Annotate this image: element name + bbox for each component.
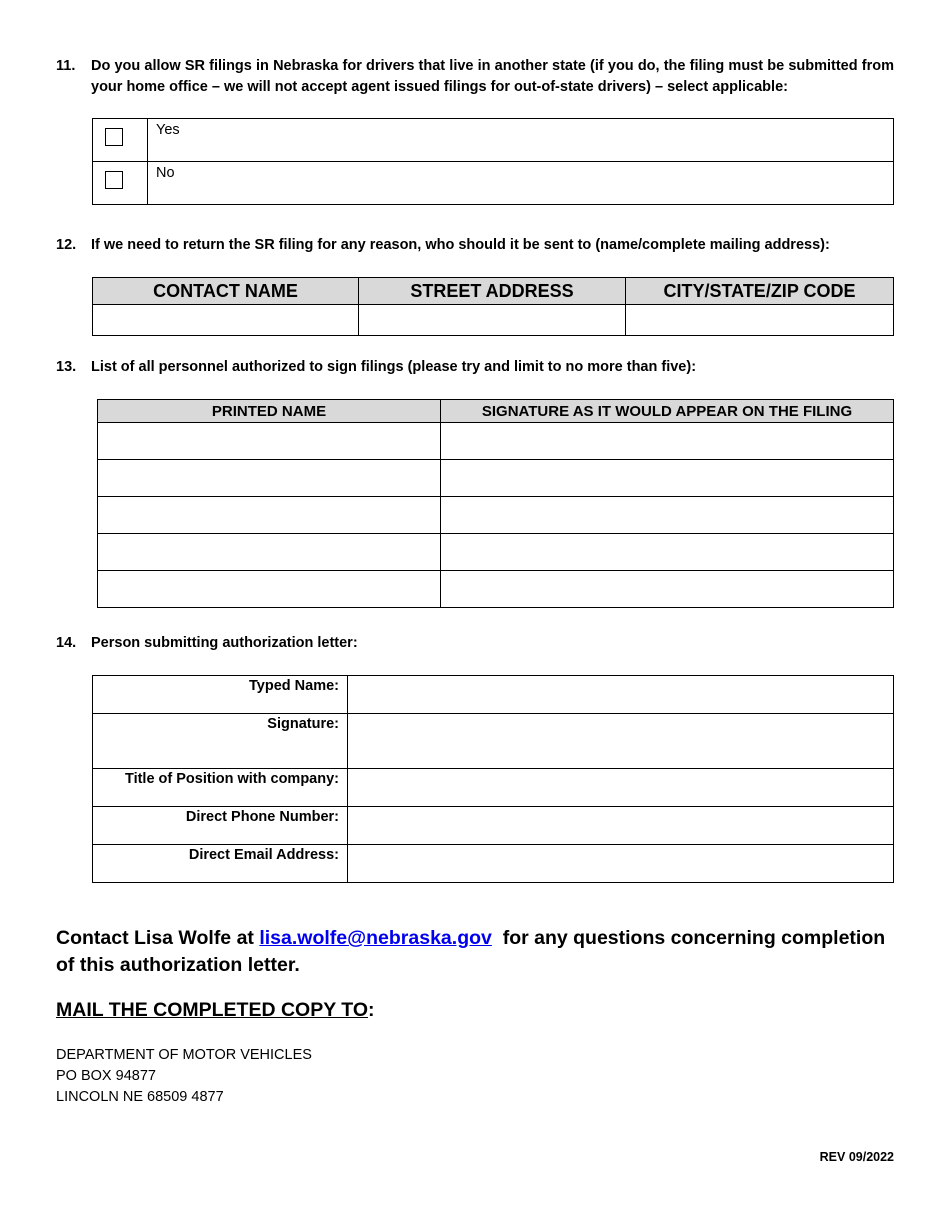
checkbox-cell <box>93 162 148 205</box>
phone-label: Direct Phone Number: <box>93 807 348 845</box>
printed-name-field[interactable] <box>98 460 441 497</box>
question-number: 13. <box>56 359 77 375</box>
signature-field[interactable] <box>441 460 894 497</box>
signature-header: SIGNATURE AS IT WOULD APPEAR ON THE FILING <box>441 400 894 423</box>
submitter-table <box>92 675 894 883</box>
city-state-zip-field[interactable] <box>626 305 894 336</box>
signature-field[interactable] <box>441 571 894 608</box>
yes-checkbox[interactable] <box>105 128 123 146</box>
signature-field[interactable] <box>441 534 894 571</box>
contact-suffix: for any questions concerning completion of this authorization letter. <box>56 927 886 976</box>
table-row <box>98 534 894 571</box>
question-number: 14. <box>56 635 77 651</box>
authorized-personnel-table <box>97 399 894 608</box>
address-line: LINCOLN NE 68509 4877 <box>56 1089 224 1105</box>
question-14 <box>56 633 894 654</box>
email-field[interactable] <box>348 845 894 883</box>
yes-label: Yes <box>148 119 894 162</box>
no-label: No <box>148 162 894 205</box>
return-address-table <box>92 277 894 336</box>
question-13 <box>56 357 894 378</box>
printed-name-field[interactable] <box>98 571 441 608</box>
typed-name-field[interactable] <box>348 676 894 714</box>
out-of-state-options-table <box>92 118 894 205</box>
table-row <box>98 571 894 608</box>
question-text: List of all personnel authorized to sign filings (please try and limit to no more than five): <box>91 359 697 375</box>
signature-field[interactable] <box>441 423 894 460</box>
no-checkbox[interactable] <box>105 171 123 189</box>
mailing-address <box>56 1045 312 1108</box>
title-label: Title of Position with company: <box>93 769 348 807</box>
mail-heading-text: MAIL THE COMPLETED COPY TO <box>56 999 369 1021</box>
city-state-zip-header: CITY/STATE/ZIP CODE <box>626 278 894 305</box>
table-row <box>98 497 894 534</box>
option-row-no <box>93 162 894 205</box>
printed-name-header: PRINTED NAME <box>98 400 441 423</box>
question-text: If we need to return the SR filing for any reason, who should it be sent to (name/complete mailing address): <box>91 237 830 253</box>
address-line: DEPARTMENT OF MOTOR VEHICLES <box>56 1047 312 1063</box>
street-address-field[interactable] <box>359 305 626 336</box>
question-12 <box>56 235 894 256</box>
revision-label: REV 09/2022 <box>819 1150 894 1164</box>
mail-heading <box>56 999 375 1022</box>
title-field[interactable] <box>348 769 894 807</box>
table-row <box>98 423 894 460</box>
mail-heading-colon: : <box>368 999 375 1021</box>
contact-note <box>56 925 896 979</box>
contact-name-field[interactable] <box>93 305 359 336</box>
street-address-header: STREET ADDRESS <box>359 278 626 305</box>
table-row <box>98 460 894 497</box>
question-text: Do you allow SR filings in Nebraska for drivers that live in another state (if you do, the filing must be submitted from your home office – we will not accept agent issued filings for out-of-state drivers) – select applicable: <box>91 58 894 95</box>
typed-name-label: Typed Name: <box>93 676 348 714</box>
address-line: PO BOX 94877 <box>56 1068 156 1084</box>
option-row-yes <box>93 119 894 162</box>
printed-name-field[interactable] <box>98 534 441 571</box>
contact-email-link[interactable]: lisa.wolfe@nebraska.gov <box>259 927 492 949</box>
question-number: 12. <box>56 237 77 253</box>
printed-name-field[interactable] <box>98 497 441 534</box>
question-number: 11. <box>56 58 76 74</box>
phone-field[interactable] <box>348 807 894 845</box>
signature-field[interactable] <box>441 497 894 534</box>
submitter-signature-field[interactable] <box>348 714 894 769</box>
contact-prefix: Contact Lisa Wolfe at <box>56 927 254 949</box>
signature-label: Signature: <box>93 714 348 769</box>
printed-name-field[interactable] <box>98 423 441 460</box>
email-label: Direct Email Address: <box>93 845 348 883</box>
contact-name-header: CONTACT NAME <box>93 278 359 305</box>
question-text: Person submitting authorization letter: <box>91 635 358 651</box>
checkbox-cell <box>93 119 148 162</box>
question-11 <box>56 56 894 98</box>
